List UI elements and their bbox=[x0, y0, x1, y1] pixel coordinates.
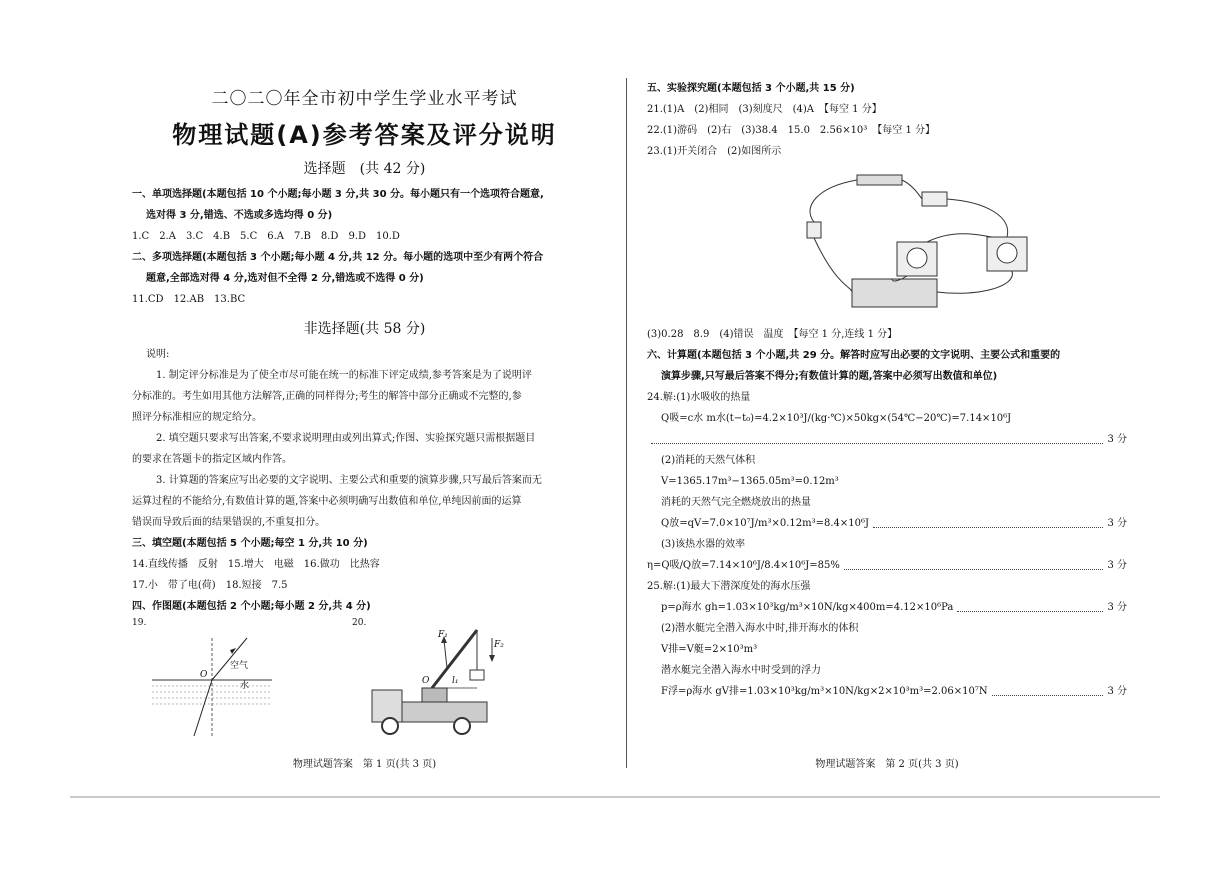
answer-line: 23.(1)开关闭合 (2)如图所示 bbox=[647, 146, 782, 157]
question-heading: 选对得 3 分,错选、不选或多选均得 0 分) bbox=[146, 210, 333, 221]
page-footer: 物理试题答案 第 2 页(共 3 页) bbox=[815, 759, 959, 770]
answer-line: 17.小 带了电(荷) 18.短接 7.5 bbox=[132, 580, 288, 591]
formula-line: V=1365.17m³−1365.05m³=0.12m³ bbox=[661, 476, 839, 487]
answer-line: 22.(1)游码 (2)右 (3)38.4 15.0 2.56×10³ 【每空 1 分】 bbox=[647, 125, 936, 136]
question-heading: 四、作图题(本题包括 2 个小题;每小题 2 分,共 4 分) bbox=[132, 601, 371, 612]
formula-line: Q放=qV=7.0×10⁷J/m³×0.12m³=8.4×10⁶J bbox=[661, 518, 870, 529]
dot-leader bbox=[651, 429, 1103, 444]
note-text: 的要求在答题卡的指定区域内作答。 bbox=[132, 454, 292, 465]
answer-line: 24.解:(1)水吸收的热量 bbox=[647, 392, 751, 403]
figure-number: 20. bbox=[352, 618, 367, 628]
section-heading: 选择题 (共 42 分) bbox=[303, 161, 426, 177]
dot-leader bbox=[873, 513, 1103, 528]
note-text: 错误而导致后面的结果错误的,不重复扣分。 bbox=[132, 517, 326, 528]
scroll-separator bbox=[70, 796, 1160, 798]
figure-number: 19. bbox=[132, 618, 147, 628]
question-heading: 一、单项选择题(本题包括 10 个小题;每小题 3 分,共 30 分。每小题只有一个选项符合题意, bbox=[132, 189, 544, 200]
note-text: 运算过程的不能给分,有数值计算的题,答案中必须明确写出数值和单位,单纯因前面的运算 bbox=[132, 496, 522, 507]
score-label: 3 分 bbox=[1107, 602, 1127, 613]
question-heading: 题意,全部选对得 4 分,选对但不全得 2 分,错选或不选得 0 分) bbox=[146, 273, 424, 284]
formula-line: F浮=ρ海水 gV排=1.03×10³kg/m³×10N/kg×2×10³m³=2.06×10⁷N bbox=[661, 686, 988, 697]
main-title: 物理试题(A)参考答案及评分说明 bbox=[172, 121, 557, 149]
question-heading: 五、实验探究题(本题包括 3 个小题,共 15 分) bbox=[647, 83, 855, 94]
circuit-diagram bbox=[797, 167, 1117, 317]
formula-line: V排=V艇=2×10³m³ bbox=[661, 644, 758, 655]
score-row bbox=[647, 681, 1127, 702]
answer-line: (2)消耗的天然气体积 bbox=[661, 455, 756, 466]
force-label: F₂ bbox=[494, 640, 504, 650]
answer-line: (3)该热水器的效率 bbox=[661, 539, 746, 550]
dot-leader bbox=[957, 597, 1103, 612]
page-footer: 物理试题答案 第 1 页(共 3 页) bbox=[292, 759, 437, 770]
score-row bbox=[647, 555, 1127, 576]
answer-line: 21.(1)A (2)相同 (3)刻度尺 (4)A 【每空 1 分】 bbox=[647, 104, 882, 115]
score-row bbox=[647, 597, 1127, 618]
crane-figure bbox=[352, 618, 512, 748]
note-text: 分标准的。考生如用其他方法解答,正确的同样得分;考生的解答中部分正确或不完整的,参 bbox=[132, 391, 522, 402]
score-label: 3 分 bbox=[1107, 518, 1127, 529]
note-text: 3. 计算题的答案应写出必要的文字说明、主要公式和重要的演算步骤,只写最后答案而无 bbox=[156, 475, 542, 486]
crane-diagram bbox=[352, 618, 512, 748]
note-text: 2. 填空题只要求写出答案,不要求说明理由或列出算式;作图、实验探究题只需根据题目 bbox=[156, 433, 536, 444]
circuit-figure bbox=[647, 162, 1127, 324]
formula-line: Q吸=c水 m水(t−t₀)=4.2×10³J/(kg·℃)×50kg×(54℃−20℃)=7.14×10⁶J bbox=[661, 413, 1012, 424]
score-label: 3 分 bbox=[1107, 560, 1127, 571]
arm-label: l₁ bbox=[452, 676, 459, 686]
water-label: 水 bbox=[240, 681, 250, 691]
left-page bbox=[132, 70, 597, 770]
dot-leader bbox=[992, 681, 1104, 696]
question-heading: 演算步骤,只写最后答案不得分;有数值计算的题,答案中必须写出数值和单位) bbox=[661, 371, 998, 382]
refraction-figure bbox=[132, 618, 332, 748]
question-heading: 三、填空题(本题包括 5 个小题;每空 1 分,共 10 分) bbox=[132, 538, 368, 549]
question-heading: 六、计算题(本题包括 3 个小题,共 29 分。解答时应写出必要的文字说明、主要公式和重要的 bbox=[647, 350, 1061, 361]
answer-line: (2)潜水艇完全潜入海水中时,排开海水的体积 bbox=[661, 623, 859, 634]
section-heading: 非选择题(共 58 分) bbox=[303, 321, 426, 337]
dot-leader bbox=[844, 555, 1104, 570]
answer-line: 25.解:(1)最大下潜深度处的海水压强 bbox=[647, 581, 811, 592]
answer-line: 14.直线传播 反射 15.增大 电磁 16.做功 比热容 bbox=[132, 559, 380, 570]
page-divider bbox=[626, 78, 627, 768]
answer-line: 潜水艇完全潜入海水中时受到的浮力 bbox=[661, 665, 821, 676]
refraction-diagram bbox=[132, 618, 332, 748]
note-text: 照评分标准相应的规定给分。 bbox=[132, 412, 262, 423]
pivot-label: O bbox=[422, 676, 430, 686]
exam-title: 二〇二〇年全市初中学生学业水平考试 bbox=[211, 89, 518, 109]
point-label: O bbox=[200, 670, 208, 680]
answer-line: (3)0.28 8.9 (4)错误 温度 【每空 1 分,连线 1 分】 bbox=[647, 329, 898, 340]
note-text: 1. 制定评分标准是为了使全市尽可能在统一的标准下评定成绩,参考答案是为了说明评 bbox=[156, 370, 532, 381]
air-label: 空气 bbox=[230, 661, 249, 671]
score-label: 3 分 bbox=[1107, 686, 1127, 697]
score-row bbox=[647, 429, 1127, 450]
answer-line: 消耗的天然气完全燃烧放出的热量 bbox=[661, 497, 811, 508]
question-heading: 二、多项选择题(本题包括 3 个小题;每小题 4 分,共 12 分。每小题的选项中至少有两个符合 bbox=[132, 252, 544, 263]
formula-line: p=ρ海水 gh=1.03×10³kg/m³×10N/kg×400m=4.12×10⁶Pa bbox=[661, 602, 954, 613]
score-label: 3 分 bbox=[1107, 434, 1127, 445]
score-row bbox=[647, 513, 1127, 534]
answer-line: 11.CD 12.AB 13.BC bbox=[132, 294, 246, 305]
note-title: 说明: bbox=[146, 349, 170, 360]
formula-line: η=Q吸/Q放=7.14×10⁶J/8.4×10⁶J=85% bbox=[647, 560, 840, 571]
right-page bbox=[647, 70, 1127, 770]
answer-line: 1.C 2.A 3.C 4.B 5.C 6.A 7.B 8.D 9.D 10.D bbox=[132, 231, 400, 242]
force-label: F₁ bbox=[438, 630, 448, 640]
